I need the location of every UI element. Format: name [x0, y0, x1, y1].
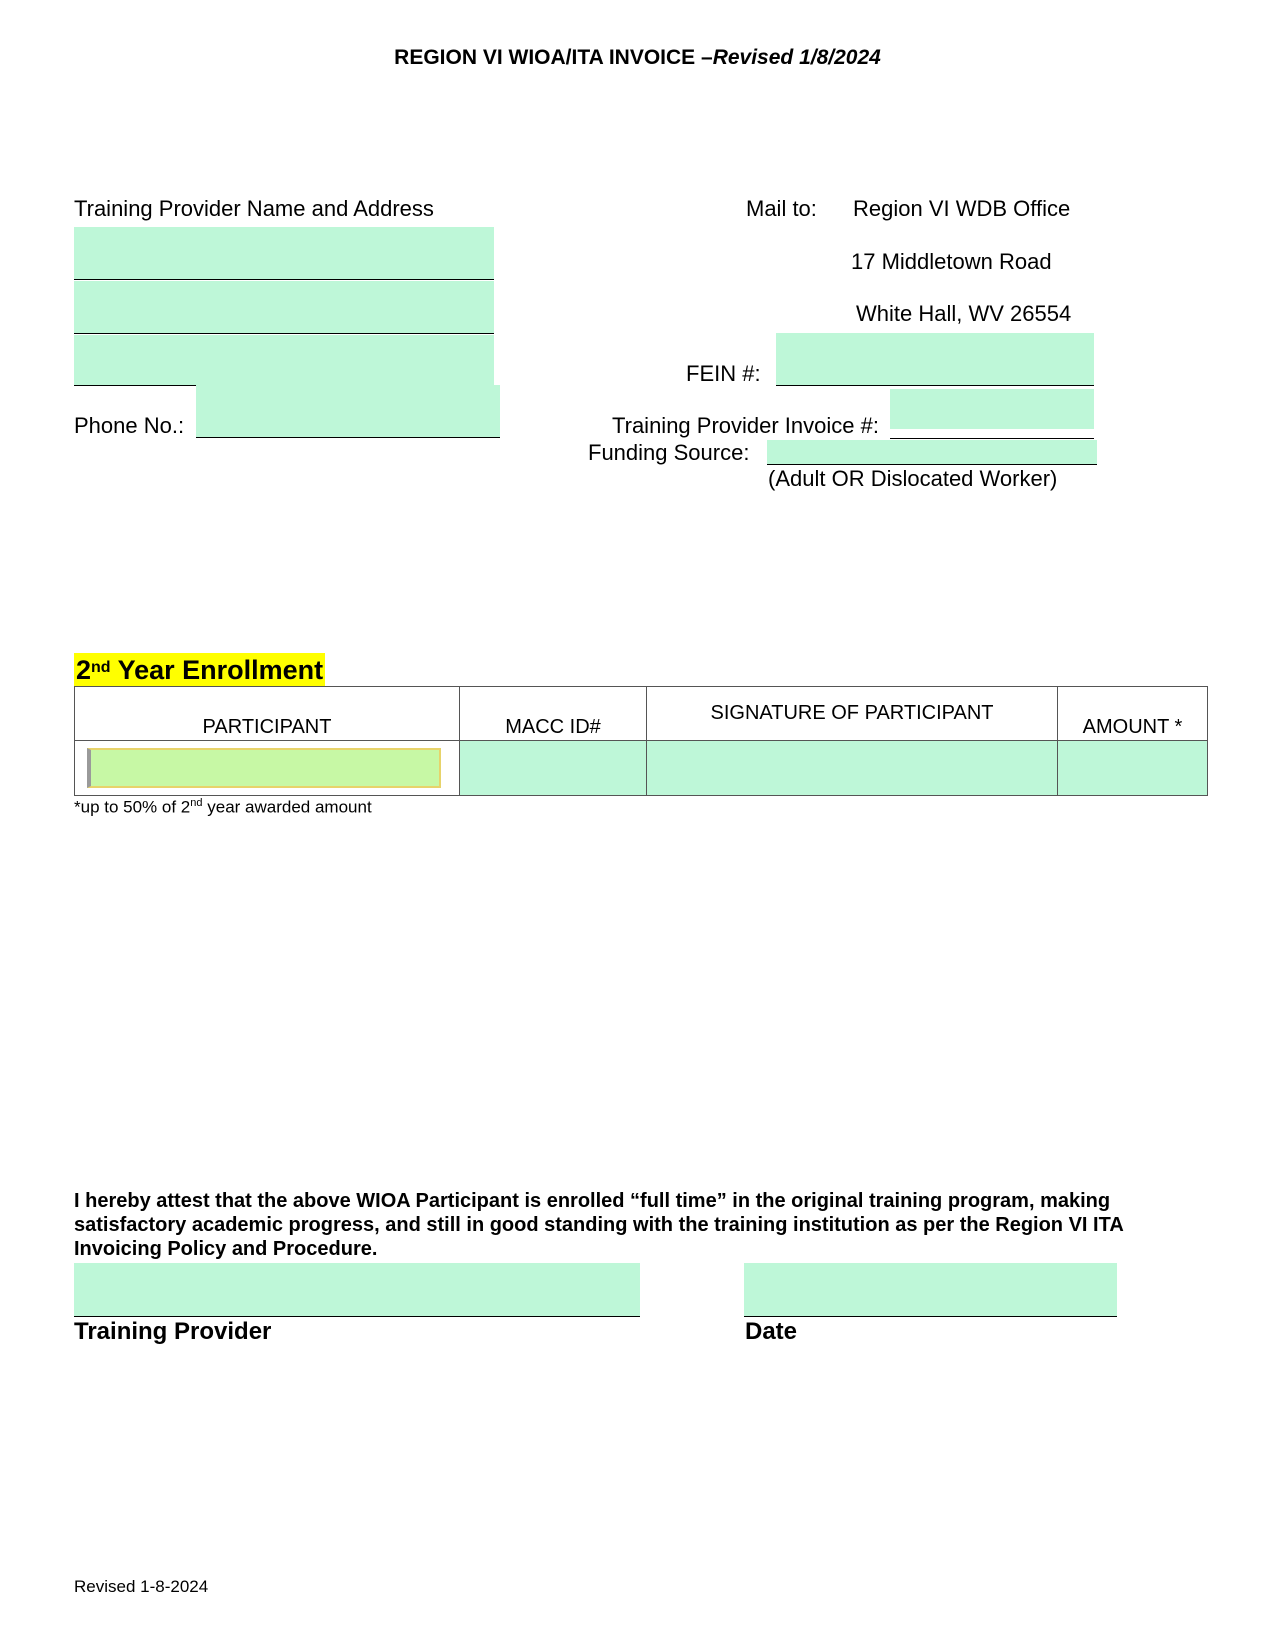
invoice-number-label: Training Provider Invoice #:	[612, 413, 879, 438]
attestation-text: I hereby attest that the above WIOA Participant is enrolled “full time” in the original training program, making satisfactory academic progress, and still in good standing with the training institution as per the Region VI ITA Invoicing Policy and Procedure.	[74, 1190, 1124, 1260]
column-header-signature: SIGNATURE OF PARTICIPANT	[647, 687, 1058, 741]
mail-to-line-2: 17 Middletown Road	[851, 249, 1052, 274]
amount-footnote	[74, 797, 372, 818]
fein-field[interactable]	[776, 333, 1094, 386]
funding-source-label: Funding Source:	[588, 440, 750, 465]
amount-field[interactable]	[1058, 741, 1208, 796]
date-field[interactable]	[744, 1263, 1117, 1317]
invoice-number-field[interactable]	[890, 389, 1094, 429]
invoice-number-underline	[890, 438, 1094, 439]
table-row	[75, 741, 1208, 796]
provider-address-line-2-field[interactable]	[74, 281, 494, 334]
phone-label: Phone No.:	[74, 413, 185, 438]
mail-to-label: Mail to:	[746, 196, 817, 221]
note-sup: nd	[190, 797, 203, 809]
column-header-macc-id: MACC ID#	[460, 687, 647, 741]
fein-label: FEIN #:	[686, 361, 761, 386]
provider-address-line-3-field[interactable]	[74, 335, 494, 386]
note-prefix: *up to 50% of 2	[74, 797, 191, 817]
participant-input[interactable]	[87, 748, 441, 788]
heading-prefix: 2	[76, 655, 92, 685]
table-header-row	[75, 687, 1208, 741]
provider-name-address-label: Training Provider Name and Address	[74, 196, 434, 221]
funding-source-field[interactable]	[767, 440, 1097, 465]
training-provider-label: Training Provider	[74, 1318, 272, 1345]
page-title	[0, 46, 1275, 70]
macc-id-field[interactable]	[460, 741, 647, 796]
heading-suffix: Year Enrollment	[110, 655, 324, 685]
training-provider-signature-field[interactable]	[74, 1263, 640, 1317]
footer-revised: Revised 1-8-2024	[74, 1577, 209, 1596]
enrollment-heading	[74, 653, 325, 687]
enrollment-table	[74, 686, 1208, 796]
column-header-participant: PARTICIPANT	[75, 687, 460, 741]
participant-signature-field[interactable]	[647, 741, 1058, 796]
mail-to-line-1: Region VI WDB Office	[853, 196, 1071, 221]
heading-sup: nd	[91, 659, 111, 676]
participant-cell	[75, 741, 460, 796]
column-header-amount: AMOUNT *	[1058, 687, 1208, 741]
title-main: REGION VI WIOA/ITA INVOICE –	[394, 46, 713, 69]
title-revised: Revised 1/8/2024	[712, 46, 881, 69]
date-label: Date	[745, 1318, 798, 1345]
funding-source-hint: (Adult OR Dislocated Worker)	[768, 466, 1058, 491]
note-suffix: year awarded amount	[202, 797, 372, 817]
phone-field[interactable]	[196, 385, 500, 438]
provider-address-line-1-field[interactable]	[74, 227, 494, 280]
mail-to-line-3: White Hall, WV 26554	[856, 301, 1072, 326]
